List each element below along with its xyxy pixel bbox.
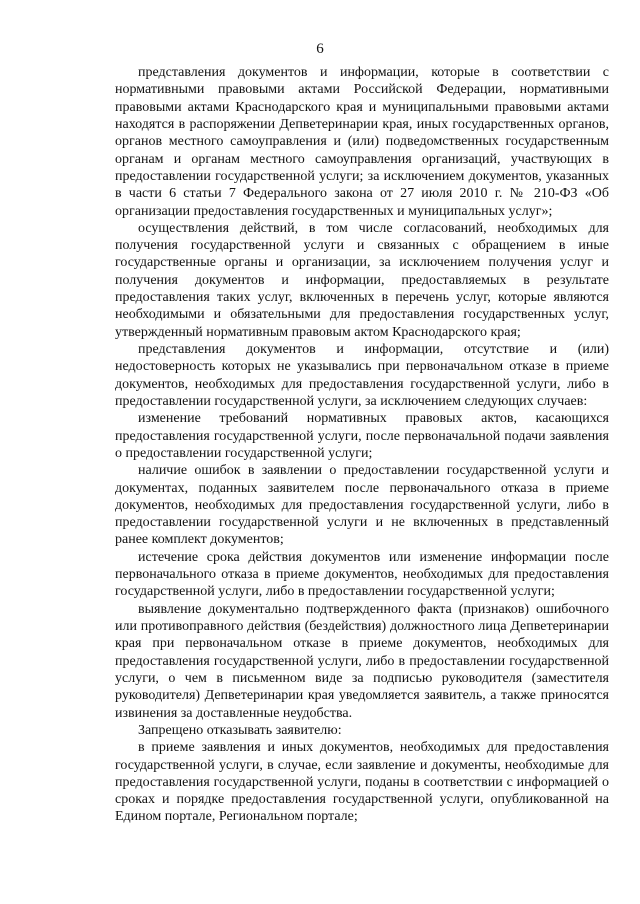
paragraph-application-errors: наличие ошибок в заявлении о предоставлении государственной услуги и документах, поданных заявителем после первоначального отказа в приеме документов, необходимых для предоставления государственной услуги, либо в предоставлении государственной услуги и не включенных в представленный ранее комплект документов; <box>115 463 609 548</box>
paragraph-document-expiry: истечение срока действия документов или изменение информации после первоначального отказа в приеме документов, необходимых для предоставления государственной услуги, либо в предоставлении государственной услуги; <box>115 549 609 600</box>
paragraph-missing-documents: представления документов и информации, отсутствие и (или) недостоверность которых не указывались при первоначальном отказе в приеме документов, необходимых для предоставления государственной услуги, либо в предоставлении государственной услуги, за исключением следующих случаев: <box>115 342 609 409</box>
paragraph-actions-approvals: осуществления действий, в том числе согласований, необходимых для получения государственной услуги и связанных с обращением в иные государственные органы и организации, за исключением получения услуг и получения документов и информации, предоставляемых в результате предоставления таких услуг, включенных в перечень услуг, которые являются необходимыми и обязательными для предоставления государственных услуг, утвержденный нормативным правовым актом Краснодарского края; <box>115 220 609 340</box>
paragraph-refusal-prohibited: Запрещено отказывать заявителю: <box>138 722 342 738</box>
paragraph-official-misconduct: выявление документально подтвержденного факта (признаков) ошибочного или противоправного действия (бездействия) должностного лица Депветеринарии края при первоначальном отказе в приеме документов, необходимых для предоставления государственной услуги, либо в предоставлении государственной услуги, о чем в письменном виде за подписью руководителя (заместителя руководителя) Депветеринарии края уведомляется заявитель, а также приносятся извинения за доставленные неудобства. <box>115 601 609 721</box>
body-text <box>115 64 609 826</box>
page-number: 6 <box>316 41 324 57</box>
paragraph-application-acceptance: в приеме заявления и иных документов, необходимых для предоставления государственной услуги, в случае, если заявление и документы, необходимые для предоставления государственной услуги, поданы в соответствии с информацией о сроках и порядке предоставления государственной услуги, опубликованной на Едином портале, Региональном портале; <box>115 740 609 825</box>
paragraph-requirements-change: изменение требований нормативных правовых актов, касающихся предоставления государственной услуги, после первоначальной подачи заявления о предоставлении государственной услуги; <box>115 411 609 461</box>
paragraph-documents-in-disposal: представления документов и информации, которые в соответствии с нормативными правовыми актами Российской Федерации, нормативными правовыми актами Краснодарского края и муниципальными правовыми актами находятся в распоряжении Депветеринарии края, иных государственных органов, органов местного самоуправления и (или) подведомственных государственным органам и органам местного самоуправления организаций, участвующих в предоставлении государственной услуги; за исключением документов, указанных в части 6 статьи 7 Федерального закона от 27 июля 2010 г. № 210-ФЗ «Об организации предоставления государственных и муниципальных услуг»; <box>115 65 609 219</box>
